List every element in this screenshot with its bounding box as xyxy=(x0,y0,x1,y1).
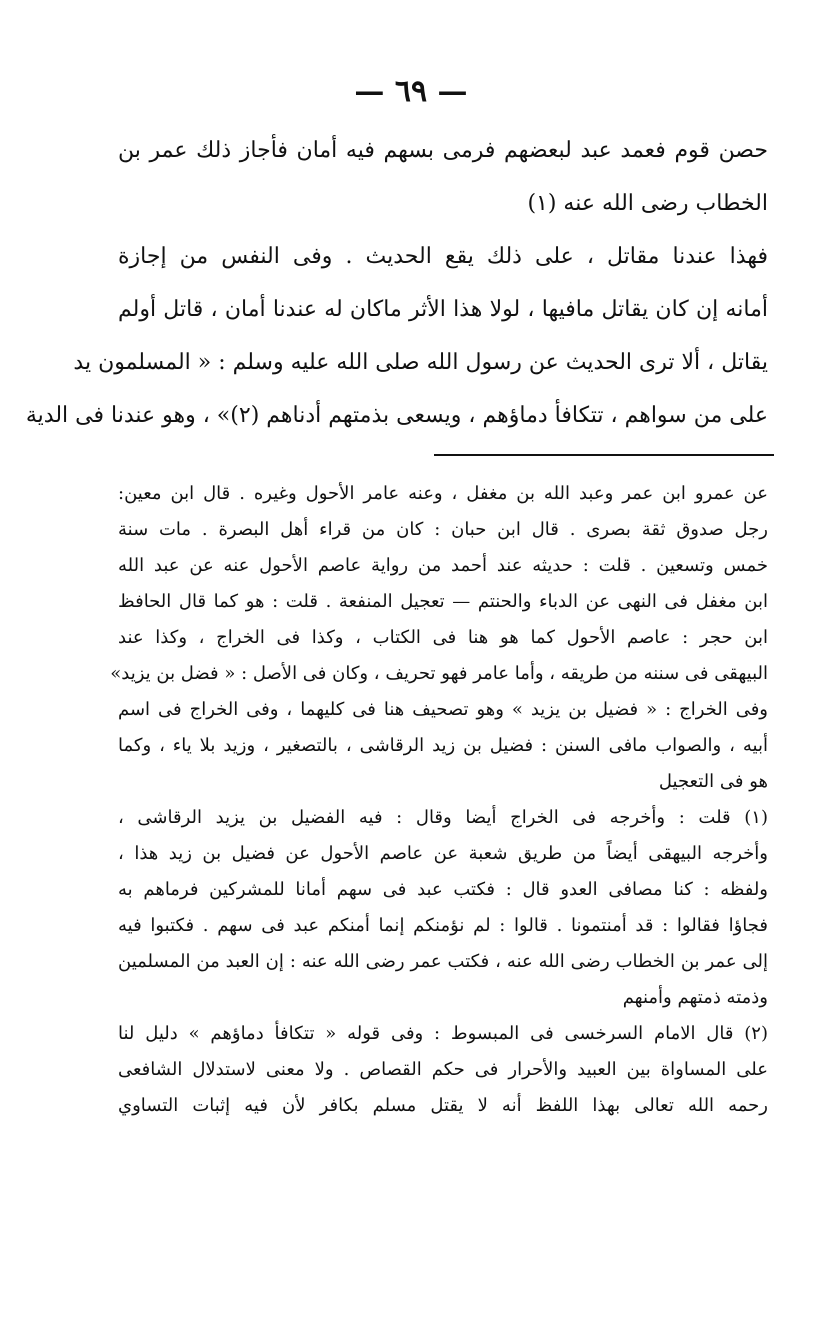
footnote-line: (٢) قال الامام السرخسى فى المبسوط : وفى قوله « تتكافأ دماؤهم » دليل لنا xyxy=(118,1023,768,1044)
page-number: — ٦٩ — xyxy=(354,74,468,109)
footnote-line: ولفظه : كنا مصافى العدو قال : فكتب عبد فى سهم أمانا للمشركين فرماهم به xyxy=(118,879,768,900)
footnote-line: وفى الخراج : « فضيل بن يزيد » وهو تصحيف هنا فى كليهما ، وفى الخراج فى اسم xyxy=(118,699,768,720)
main-text-line: يقاتل ، ألا ترى الحديث عن رسول الله صلى الله عليه وسلم : « المسلمون يد xyxy=(73,350,768,375)
main-text-line: على من سواهم ، تتكافأ دماؤهم ، ويسعى بذمتهم أدناهم (٢)» ، وهو عندنا فى الدية xyxy=(25,403,768,428)
footnote-line: إلى عمر بن الخطاب رضى الله عنه ، فكتب عمر رضى الله عنه : إن العبد من المسلمين xyxy=(118,951,768,972)
footnote-line: وأخرجه البيهقى أيضاً من طريق شعبة عن عاصم الأحول عن فضيل بن زيد هذا ، xyxy=(118,843,768,864)
main-text xyxy=(25,124,768,442)
footnote-divider xyxy=(434,454,774,456)
main-text-line: الخطاب رضى الله عنه (١) xyxy=(527,191,768,216)
footnote-line: هو فى التعجيل xyxy=(658,771,768,792)
footnote-line: أبيه ، والصواب مافى السنن : فضيل بن زيد الرقاشى ، بالتصغير ، وزيد بلا ياء ، وكما xyxy=(118,735,768,756)
footnote-line: وذمته ذمتهم وأمنهم xyxy=(622,987,768,1008)
footnote-line: (١) قلت : وأخرجه فى الخراج أيضا وقال : فيه الفضيل بن يزيد الرقاشى ، xyxy=(118,807,768,828)
footnote-line: البيهقى فى سننه من طريقه ، وأما عامر فهو تحريف ، وكان فى الأصل : « فضل بن يزيد» xyxy=(110,663,768,684)
footnote-line: فجاؤا فقالوا : قد أمنتمونا . قالوا : لم نؤمنكم إنما أمنكم عبد فى سهم . فكتبوا فيه xyxy=(118,915,768,936)
footnote-line: عن عمرو ابن عمر وعبد الله بن مغفل ، وعنه عامر الأحول وغيره . قال ابن معين: xyxy=(118,483,768,504)
main-text-line: أمانه إن كان يقاتل مافيها ، لولا هذا الأثر ماكان له عندنا أمان ، قاتل أولم xyxy=(118,297,768,322)
footnote-line: ابن مغفل فى النهى عن الدباء والحنتم — تعجيل المنفعة . قلت : هو كما قال الحافظ xyxy=(118,591,768,612)
footnote-line: على المساواة بين العبيد والأحرار فى حكم القصاص . ولا معنى لاستدلال الشافعى xyxy=(118,1059,768,1080)
footnotes xyxy=(110,476,768,1124)
footnote-line: ابن حجر : عاصم الأحول كما هو هنا فى الكتاب ، وكذا فى الخراج ، وكذا عند xyxy=(118,627,768,648)
footnote-line: رحمه الله تعالى بهذا اللفظ أنه لا يقتل مسلم بكافر لأن فيه إثبات التساوي xyxy=(118,1095,768,1116)
main-text-line: حصن قوم فعمد عبد لبعضهم فرمى بسهم فيه أمان فأجاز ذلك عمر بن xyxy=(118,138,768,163)
footnote-line: خمس وتسعين . قلت : حديثه عند أحمد من رواية عاصم الأحول عنه عن عبد الله xyxy=(118,555,768,576)
footnote-line: رجل صدوق ثقة بصرى . قال ابن حبان : كان من قراء أهل البصرة . مات سنة xyxy=(118,519,768,540)
main-text-line: فهذا عندنا مقاتل ، على ذلك يقع الحديث . وفى النفس من إجازة xyxy=(118,244,768,269)
